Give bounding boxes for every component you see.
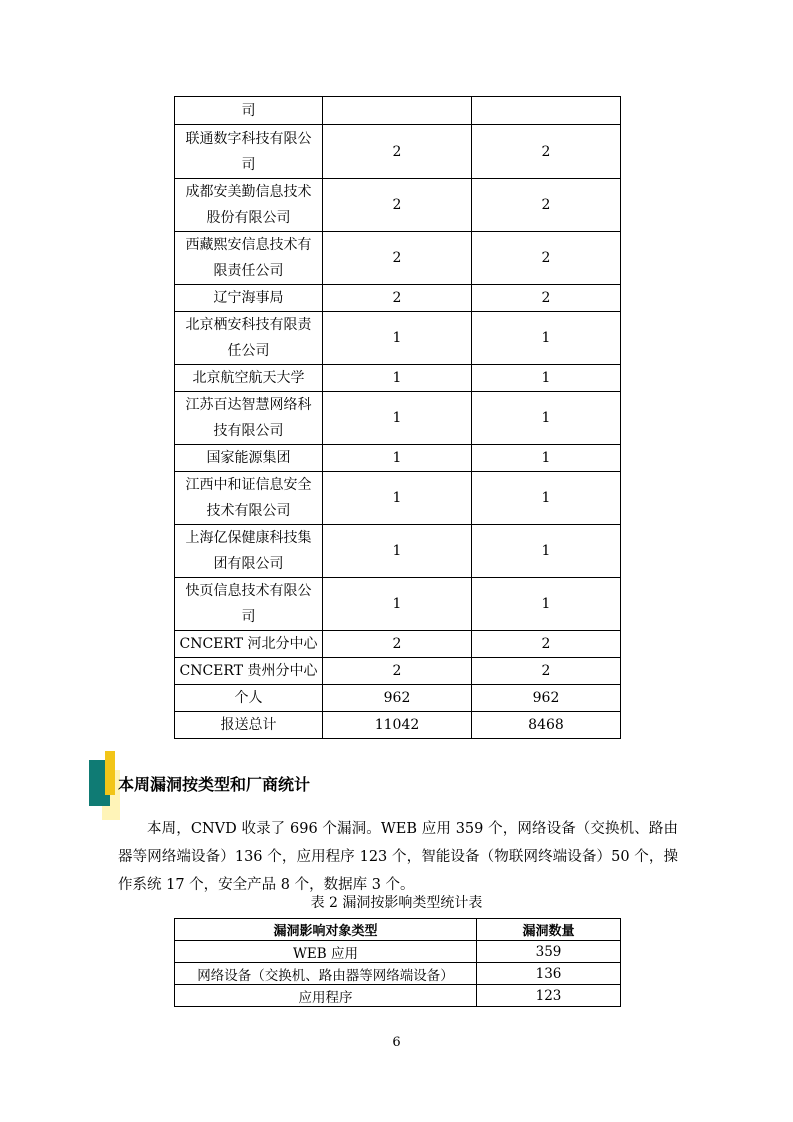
vendor-report-table — [174, 96, 621, 739]
count-cell: 2 — [323, 179, 472, 232]
count-cell: 2 — [323, 631, 472, 658]
count-cell: 1 — [323, 365, 472, 392]
org-name-cell: 联通数字科技有限公司 — [175, 125, 323, 179]
count-cell: 1 — [323, 445, 472, 472]
table-row — [175, 232, 621, 285]
count-cell: 1 — [323, 578, 472, 631]
count-cell: 2 — [472, 631, 621, 658]
table-row — [175, 97, 621, 125]
org-name-cell: 江西中和证信息安全技术有限公司 — [175, 472, 323, 525]
count-cell: 2 — [472, 125, 621, 179]
count-cell: 2 — [472, 658, 621, 685]
org-name-cell: 快页信息技术有限公司 — [175, 578, 323, 631]
table-row — [175, 365, 621, 392]
table-row — [175, 179, 621, 232]
table-row — [175, 392, 621, 445]
table-row — [175, 685, 621, 712]
count-cell: 2 — [323, 125, 472, 179]
count-cell: 1 — [323, 312, 472, 365]
table-row — [175, 285, 621, 312]
count-cell — [472, 97, 621, 125]
count-cell: 962 — [323, 685, 472, 712]
table-row — [175, 472, 621, 525]
org-name-cell: 上海亿保健康科技集团有限公司 — [175, 525, 323, 578]
org-name-cell: 个人 — [175, 685, 323, 712]
count-cell: 1 — [472, 578, 621, 631]
count-cell: 1 — [323, 525, 472, 578]
count-cell: 2 — [323, 232, 472, 285]
count-cell: 136 — [477, 963, 621, 985]
type-cell: WEB 应用 — [175, 941, 477, 963]
table-row — [175, 963, 621, 985]
count-cell: 1 — [472, 365, 621, 392]
vuln-type-table — [174, 918, 621, 1007]
org-name-cell: 司 — [175, 97, 323, 125]
count-cell: 11042 — [323, 712, 472, 739]
count-cell: 123 — [477, 985, 621, 1007]
section-heading: 本周漏洞按类型和厂商统计 — [118, 775, 311, 794]
table-row — [175, 658, 621, 685]
org-name-cell: 江苏百达智慧网络科技有限公司 — [175, 392, 323, 445]
org-name-cell: 辽宁海事局 — [175, 285, 323, 312]
count-cell: 2 — [323, 658, 472, 685]
table-row — [175, 631, 621, 658]
column-header: 漏洞数量 — [477, 919, 621, 941]
count-cell: 359 — [477, 941, 621, 963]
table-row — [175, 445, 621, 472]
count-cell: 2 — [323, 285, 472, 312]
count-cell: 1 — [472, 445, 621, 472]
count-cell: 8468 — [472, 712, 621, 739]
heading-decoration-yellow — [105, 751, 115, 795]
table-row-total — [175, 712, 621, 739]
count-cell: 1 — [472, 392, 621, 445]
count-cell: 1 — [323, 472, 472, 525]
count-cell: 1 — [472, 525, 621, 578]
count-cell: 2 — [472, 232, 621, 285]
org-name-cell: 北京栖安科技有限责任公司 — [175, 312, 323, 365]
org-name-cell: 北京航空航天大学 — [175, 365, 323, 392]
count-cell: 2 — [472, 285, 621, 312]
table-row — [175, 125, 621, 179]
table-row — [175, 312, 621, 365]
org-name-cell: CNCERT 贵州分中心 — [175, 658, 323, 685]
count-cell — [323, 97, 472, 125]
count-cell: 2 — [472, 179, 621, 232]
table-header-row — [175, 919, 621, 941]
page-number: 6 — [392, 1035, 401, 1050]
table-caption: 表 2 漏洞按影响类型统计表 — [310, 895, 483, 911]
table-row — [175, 985, 621, 1007]
org-name-cell: 西藏熙安信息技术有限责任公司 — [175, 232, 323, 285]
org-name-cell: 报送总计 — [175, 712, 323, 739]
count-cell: 1 — [472, 312, 621, 365]
type-cell: 网络设备（交换机、路由器等网络端设备） — [175, 963, 477, 985]
count-cell: 1 — [323, 392, 472, 445]
table-row — [175, 525, 621, 578]
table-row — [175, 941, 621, 963]
count-cell: 1 — [472, 472, 621, 525]
org-name-cell: 国家能源集团 — [175, 445, 323, 472]
table-row — [175, 578, 621, 631]
org-name-cell: 成都安美勤信息技术股份有限公司 — [175, 179, 323, 232]
section-paragraph: 本周，CNVD 收录了 696 个漏洞。WEB 应用 359 个，网络设备（交换机、路由器等网络端设备）136 个，应用程序 123 个，智能设备（物联网终端设备）50 个，操作系统 17 个，安全产品 8 个，数据库 3 个。 — [118, 821, 678, 893]
count-cell: 962 — [472, 685, 621, 712]
type-cell: 应用程序 — [175, 985, 477, 1007]
column-header: 漏洞影响对象类型 — [175, 919, 477, 941]
org-name-cell: CNCERT 河北分中心 — [175, 631, 323, 658]
